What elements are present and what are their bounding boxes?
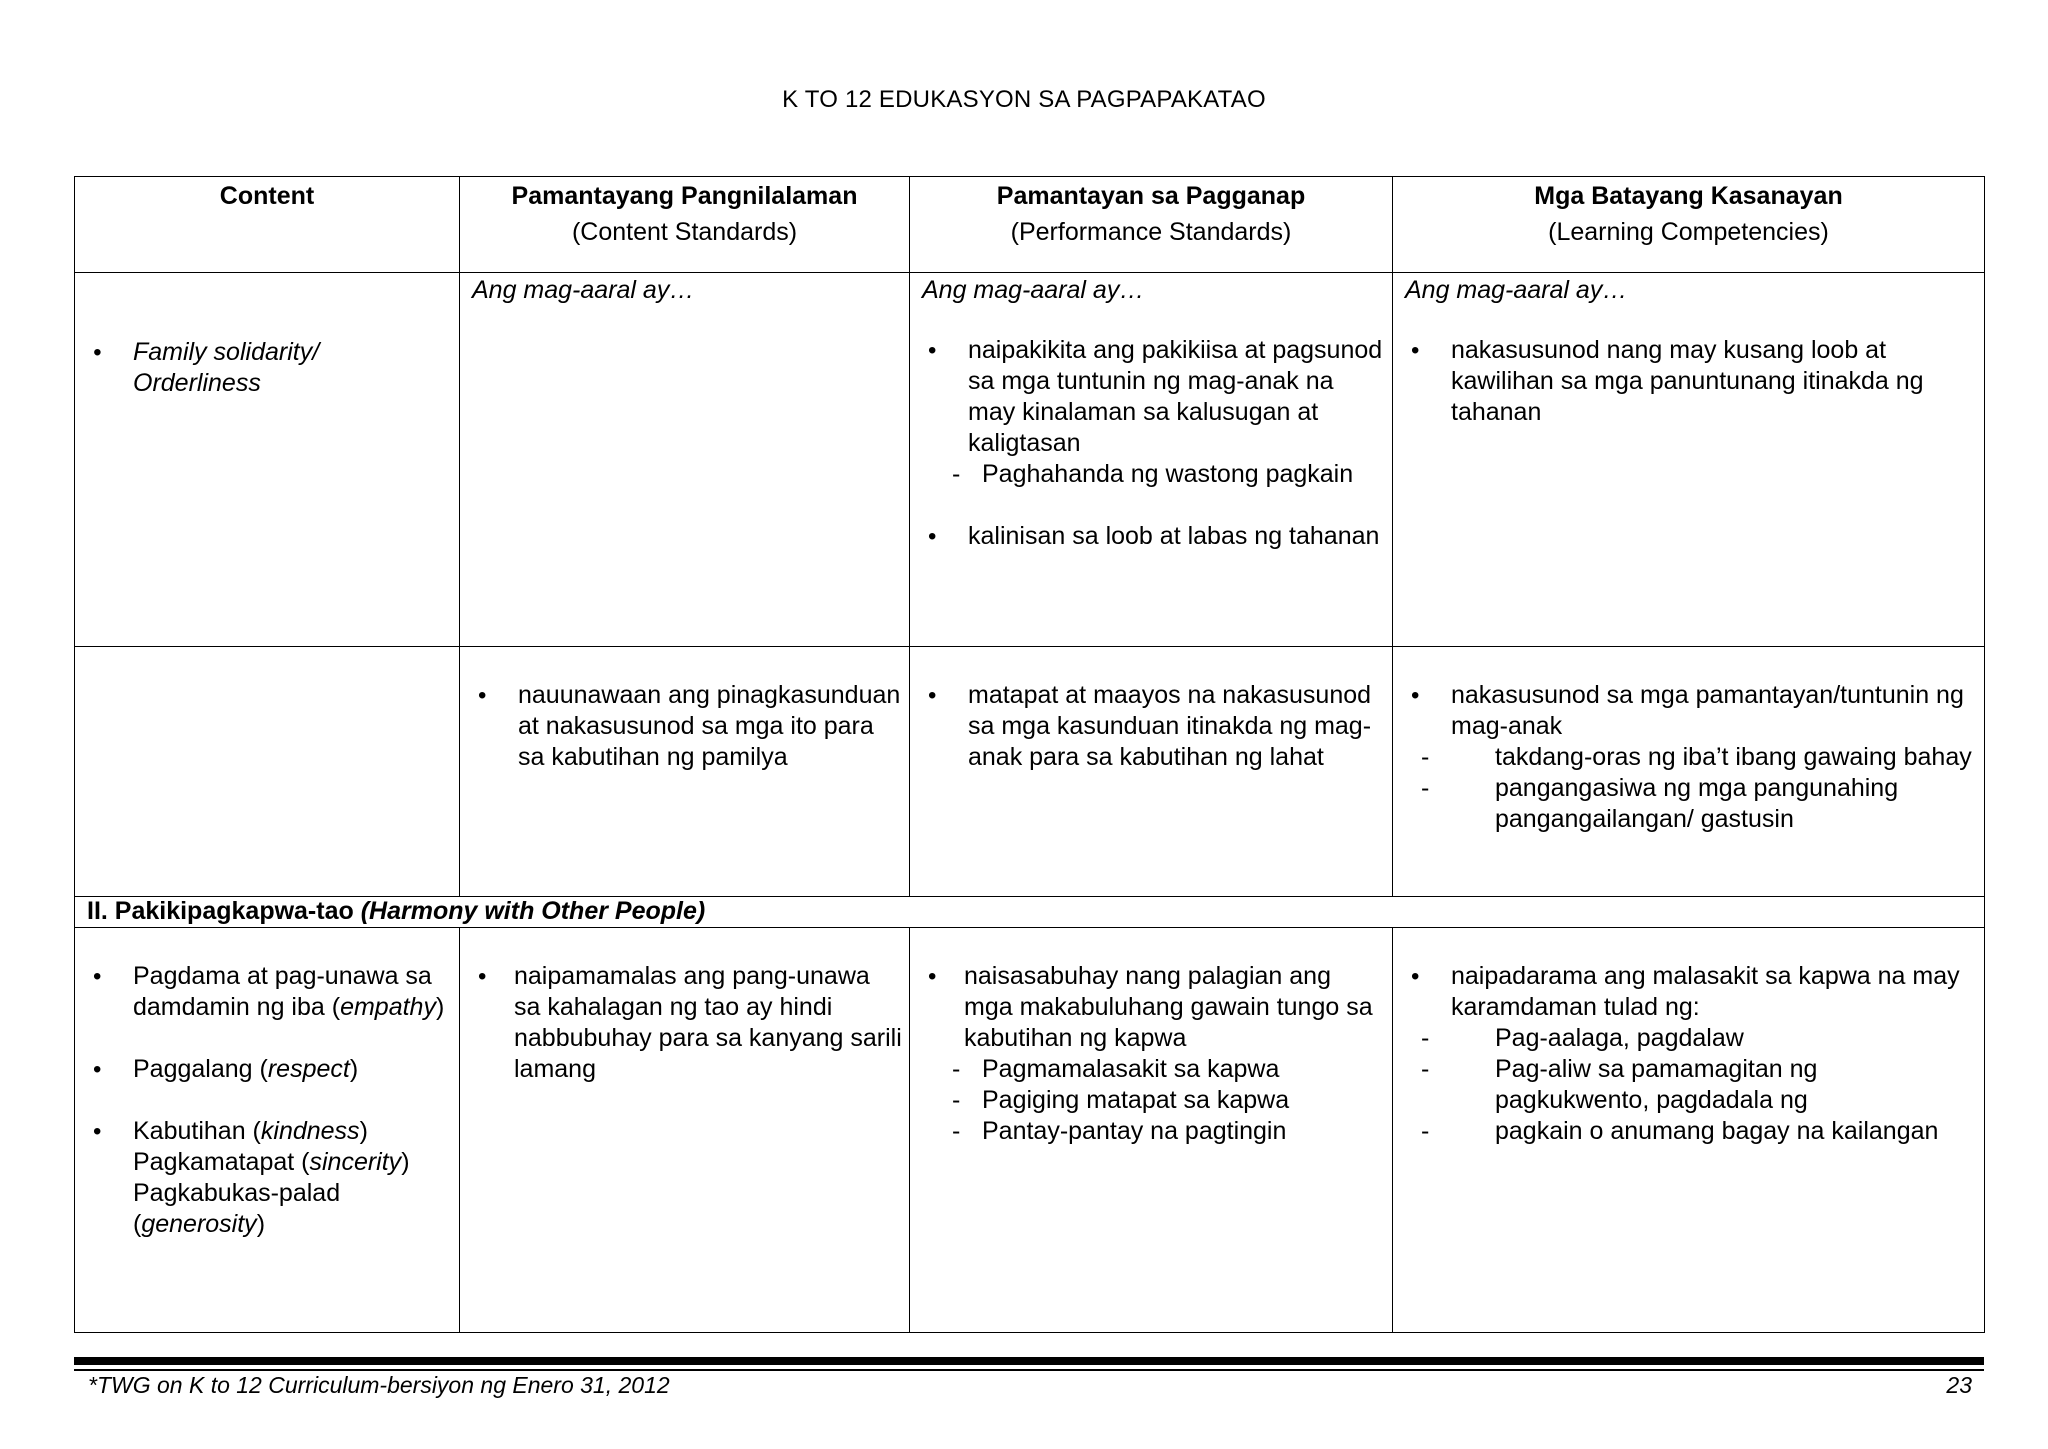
list-text: Pagdama at pag-unawa sa damdamin ng iba bbox=[133, 962, 432, 1021]
section-title bbox=[75, 897, 1985, 928]
intro-text: Ang mag-aaral ay… bbox=[922, 276, 1145, 304]
sub-list-item bbox=[1407, 1023, 1978, 1054]
section-row bbox=[75, 897, 1985, 928]
header-content-standards bbox=[460, 177, 910, 273]
footer-divider-thin bbox=[74, 1369, 1984, 1371]
performance-standards-cell bbox=[910, 273, 1393, 647]
sub-list-text: Pantay-pantay na pagtingin bbox=[982, 1117, 1287, 1145]
header-main: Pamantayan sa Pagganap bbox=[996, 182, 1306, 210]
header-learning-competencies bbox=[1393, 177, 1985, 273]
content-standards-cell bbox=[460, 647, 910, 897]
list-text: naisasabuhay nang palagian ang mga makabuluhang gawain tungo sa kabutihan ng kapwa bbox=[964, 962, 1373, 1052]
page-number: 23 bbox=[1946, 1372, 1972, 1398]
english-term: generosity bbox=[141, 1210, 257, 1238]
sub-list-text: Pagiging matapat sa kapwa bbox=[982, 1086, 1290, 1114]
header-sub: (Content Standards) bbox=[571, 218, 798, 246]
list-text: nauunawaan ang pinagkasunduan at nakasusunod sa mga ito para sa kabutihan ng pamilya bbox=[518, 681, 901, 771]
footer-divider-thick bbox=[74, 1357, 1984, 1365]
learning-competencies-cell bbox=[1393, 273, 1985, 647]
english-term: empathy bbox=[340, 993, 436, 1021]
sub-list-text: pangangasiwa ng mga pangunahing pangangailangan/ gastusin bbox=[1495, 774, 1899, 833]
content-standards-list bbox=[460, 961, 909, 1085]
content-cell bbox=[75, 928, 460, 1333]
intro-text: Ang mag-aaral ay… bbox=[472, 276, 695, 304]
header-main: Pamantayang Pangnilalaman bbox=[511, 182, 858, 210]
sub-list-item bbox=[1407, 1116, 1978, 1147]
header-sub: (Learning Competencies) bbox=[1548, 218, 1829, 246]
list-text: Kabutihan bbox=[133, 1117, 246, 1145]
list-text: matapat at maayos na nakasusunod sa mga kasunduan itinakda ng mag-anak para sa kabutihan ng lahat bbox=[968, 681, 1372, 771]
list-item bbox=[1393, 961, 1984, 1147]
sub-list-item bbox=[938, 459, 1386, 490]
competency-list bbox=[1393, 680, 1984, 835]
list-text: naipadarama ang malasakit sa kapwa na may karamdaman tulad ng: bbox=[1451, 962, 1960, 1021]
sub-list-text: Paghahanda ng wastong pagkain bbox=[982, 460, 1354, 488]
content-standards-cell bbox=[460, 928, 910, 1333]
sub-list-text: Pag-aliw sa pamamagitan ng pagkukwento, pagdadala ng bbox=[1495, 1055, 1818, 1114]
list-item bbox=[1393, 335, 1984, 428]
list-item: • Pagdama at pag-unawa sa damdamin ng iba (empathy) bbox=[75, 961, 459, 1023]
content-list bbox=[75, 961, 459, 1240]
section-label: II. Pakikipagkapwa-tao bbox=[87, 897, 354, 925]
table-header-row bbox=[75, 177, 1985, 273]
performance-list bbox=[910, 680, 1392, 773]
list-item: • Kabutihan (kindness) Pagkamatapat (sincerity) Pagkabukas-palad (generosity) bbox=[75, 1116, 459, 1240]
sub-list-item bbox=[1407, 1054, 1978, 1116]
list-item bbox=[75, 337, 459, 399]
english-term: respect bbox=[267, 1055, 350, 1083]
sub-list bbox=[938, 1054, 1386, 1147]
list-text: Pagkamatapat bbox=[133, 1148, 295, 1176]
sub-list-text: takdang-oras ng iba’t ibang gawaing bahay bbox=[1495, 743, 1972, 771]
performance-list bbox=[910, 335, 1392, 552]
competency-list bbox=[1393, 335, 1984, 428]
list-text: nakasusunod nang may kusang loob at kawilihan sa mga panuntunang itinakda ng tahanan bbox=[1451, 336, 1924, 426]
list-text: Paggalang bbox=[133, 1055, 253, 1083]
list-item bbox=[910, 961, 1392, 1147]
list-item bbox=[460, 680, 909, 773]
footer-note: *TWG on K to 12 Curriculum-bersiyon ng Enero 31, 2012 bbox=[88, 1372, 670, 1398]
sub-list-item bbox=[1407, 742, 1978, 773]
learning-competencies-cell bbox=[1393, 647, 1985, 897]
content-text: Family solidarity/ Orderliness bbox=[133, 338, 320, 397]
table-row bbox=[75, 273, 1985, 647]
sub-list-item bbox=[938, 1054, 1386, 1085]
list-item bbox=[910, 521, 1392, 552]
content-list bbox=[75, 337, 459, 399]
sub-list bbox=[938, 459, 1386, 490]
list-text: kalinisan sa loob at labas ng tahanan bbox=[968, 522, 1380, 550]
list-item bbox=[910, 335, 1392, 490]
content-standards-list bbox=[460, 680, 909, 773]
table-row bbox=[75, 928, 1985, 1333]
sub-list-text: pagkain o anumang bagay na kailangan bbox=[1495, 1117, 1939, 1145]
sub-list-item bbox=[1407, 773, 1978, 835]
content-cell bbox=[75, 647, 460, 897]
list-text: nakasusunod sa mga pamantayan/tuntunin ng mag-anak bbox=[1451, 681, 1964, 740]
sub-list bbox=[1407, 1023, 1978, 1147]
header-main: Content bbox=[219, 182, 315, 210]
section-label-english: (Harmony with Other People) bbox=[360, 897, 706, 925]
header-main: Mga Batayang Kasanayan bbox=[1534, 182, 1843, 210]
curriculum-table bbox=[74, 176, 1985, 1333]
performance-standards-cell bbox=[910, 928, 1393, 1333]
sub-list-text: Pag-aalaga, pagdalaw bbox=[1495, 1024, 1744, 1052]
performance-list bbox=[910, 961, 1392, 1147]
list-text: naipakikita ang pakikiisa at pagsunod sa mga tuntunin ng mag-anak na may kinalaman sa kalusugan at kaligtasan bbox=[968, 336, 1383, 457]
learning-competencies-cell bbox=[1393, 928, 1985, 1333]
list-item bbox=[460, 961, 909, 1085]
list-item bbox=[1393, 680, 1984, 835]
sub-list-item bbox=[938, 1116, 1386, 1147]
competency-list bbox=[1393, 961, 1984, 1147]
list-text: Pagkabukas-palad bbox=[133, 1179, 341, 1207]
header-sub: (Performance Standards) bbox=[1010, 218, 1292, 246]
header-content bbox=[75, 177, 460, 273]
intro-text: Ang mag-aaral ay… bbox=[1405, 276, 1628, 304]
english-term: kindness bbox=[260, 1117, 360, 1145]
sub-list-item bbox=[938, 1085, 1386, 1116]
content-standards-cell bbox=[460, 273, 910, 647]
table-row bbox=[75, 647, 1985, 897]
english-term: sincerity bbox=[309, 1148, 402, 1176]
performance-standards-cell bbox=[910, 647, 1393, 897]
list-item: • Paggalang (respect) bbox=[75, 1054, 459, 1085]
document-title: K TO 12 EDUKASYON SA PAGPAPAKATAO bbox=[782, 86, 1266, 113]
sub-list-text: Pagmamalasakit sa kapwa bbox=[982, 1055, 1280, 1083]
content-cell bbox=[75, 273, 460, 647]
header-performance-standards bbox=[910, 177, 1393, 273]
list-item bbox=[910, 680, 1392, 773]
list-text: naipamamalas ang pang-unawa sa kahalagan ng tao ay hindi nabbubuhay para sa kanyang sarili lamang bbox=[514, 962, 902, 1083]
sub-list bbox=[1407, 742, 1978, 835]
